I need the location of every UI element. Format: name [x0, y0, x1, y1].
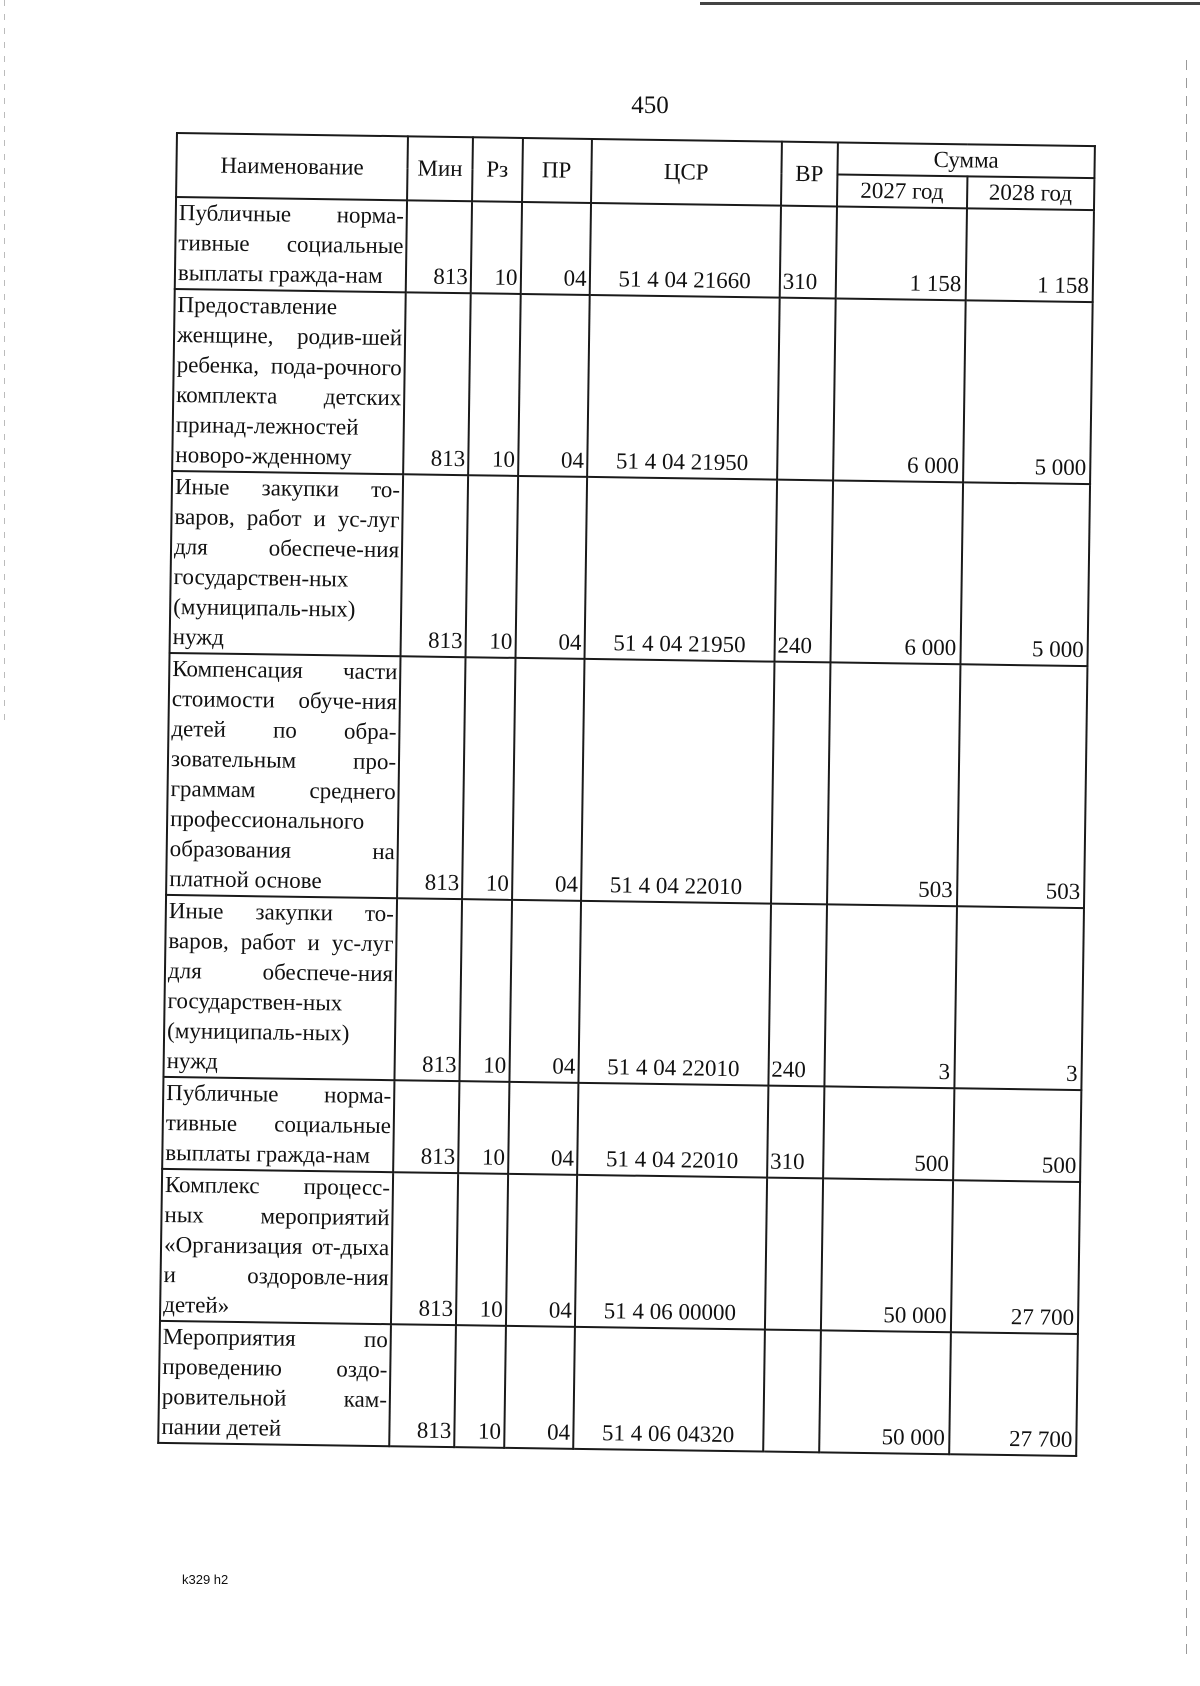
scan-right-edge	[1186, 60, 1187, 1660]
page-number: 450	[631, 92, 669, 119]
row-amount-2027: 6 000	[830, 480, 962, 664]
table-row	[170, 471, 1091, 666]
row-pr: 04	[504, 1326, 575, 1449]
row-min: 813	[406, 200, 472, 293]
row-csr: 51 4 04 21660	[589, 203, 780, 298]
table-row	[162, 1077, 1081, 1182]
row-rz: 10	[465, 475, 517, 658]
row-rz: 10	[471, 201, 522, 294]
row-amount-2027: 6 000	[833, 298, 965, 482]
row-csr: 51 4 04 21950	[584, 477, 777, 662]
header-name: Наименование	[176, 133, 408, 200]
row-amount-2027: 50 000	[819, 1330, 950, 1454]
row-min: 813	[403, 292, 470, 475]
row-name: Иные закупки то-варов, работ и ус-луг для обеспече-ния государствен-ных (муниципаль-ных) нужд	[170, 471, 404, 656]
table-row	[160, 1169, 1080, 1334]
row-vr: 240	[774, 480, 833, 663]
row-name: Комплекс процесс-ных мероприятий «Организация от-дыха и оздоровле-ния детей»	[160, 1169, 393, 1324]
header-sum: Сумма	[837, 142, 1095, 178]
row-csr: 51 4 04 21950	[587, 295, 780, 480]
footer-code: k329 h2	[182, 1572, 229, 1587]
table-row	[166, 653, 1087, 908]
row-rz: 10	[454, 1325, 505, 1448]
row-rz: 10	[462, 657, 515, 900]
row-vr	[765, 1178, 823, 1331]
header-rz: Рз	[472, 137, 523, 202]
row-vr: 240	[768, 904, 827, 1087]
row-pr: 04	[515, 476, 587, 659]
header-2027: 2027 год	[837, 174, 967, 208]
table-row	[172, 289, 1093, 484]
row-amount-2028: 500	[953, 1088, 1082, 1182]
row-vr: 310	[779, 206, 836, 299]
row-min: 813	[389, 1324, 456, 1447]
row-amount-2028: 5 000	[960, 482, 1090, 666]
row-amount-2028: 27 700	[950, 1180, 1080, 1334]
row-amount-2027: 500	[823, 1086, 954, 1180]
row-csr: 51 4 04 22010	[577, 1083, 768, 1178]
row-min: 813	[395, 898, 462, 1081]
row-pr: 04	[512, 658, 585, 901]
row-amount-2028: 503	[956, 664, 1087, 908]
header-min: Мин	[407, 136, 473, 201]
row-vr	[771, 662, 831, 905]
row-name: Публичные норма-тивные социальные выплаты гражда-нам	[175, 197, 407, 292]
row-pr: 04	[518, 294, 590, 477]
header-csr: ЦСР	[591, 139, 782, 206]
row-amount-2027: 1 158	[836, 206, 967, 300]
table-row	[158, 1321, 1078, 1456]
row-amount-2027: 503	[827, 662, 960, 906]
row-csr: 51 4 04 22010	[578, 901, 771, 1086]
row-amount-2027: 50 000	[821, 1178, 953, 1332]
row-csr: 51 4 06 00000	[575, 1175, 767, 1330]
row-amount-2028: 5 000	[963, 300, 1093, 484]
table-row	[175, 197, 1094, 302]
row-rz: 10	[459, 899, 511, 1082]
header-row-1	[177, 133, 1095, 178]
header-2028: 2028 год	[966, 176, 1094, 210]
row-amount-2028: 3	[954, 906, 1084, 1090]
row-csr: 51 4 04 22010	[581, 659, 775, 904]
budget-table-wrapper	[157, 132, 1096, 1457]
row-name: Предоставление женщине, родив-шей ребенка, пода-рочного комплекта детских принад-лежностей новоро-жденному	[172, 289, 406, 474]
scan-left-edge	[4, 0, 5, 720]
header-vr: ВР	[781, 142, 838, 207]
row-rz: 10	[458, 1081, 509, 1174]
row-pr: 04	[520, 202, 590, 295]
row-rz: 10	[456, 1173, 508, 1326]
table-row	[163, 895, 1084, 1090]
row-pr: 04	[508, 1082, 578, 1175]
budget-table	[157, 132, 1096, 1457]
row-pr: 04	[509, 900, 581, 1083]
row-amount-2028: 1 158	[965, 208, 1094, 302]
row-rz: 10	[468, 293, 520, 476]
row-vr	[763, 1330, 821, 1453]
row-name: Мероприятия по проведению оздо-ровительной кам-пании детей	[158, 1321, 391, 1446]
row-name: Компенсация части стоимости обуче-ния детей по обра-зовательным про-граммам среднего профессионального образования на платной основе	[166, 653, 401, 898]
row-pr: 04	[506, 1174, 577, 1327]
row-amount-2027: 3	[824, 904, 956, 1088]
row-min: 813	[401, 474, 468, 657]
row-name: Публичные норма-тивные социальные выплаты гражда-нам	[162, 1077, 394, 1172]
row-vr	[777, 298, 836, 481]
row-min: 813	[391, 1172, 458, 1325]
row-csr: 51 4 06 04320	[573, 1327, 765, 1452]
row-vr: 310	[767, 1086, 824, 1179]
scan-top-edge	[700, 2, 1200, 5]
header-pr: ПР	[522, 138, 592, 203]
row-min: 813	[397, 656, 465, 899]
row-min: 813	[393, 1080, 459, 1173]
row-amount-2028: 27 700	[949, 1332, 1078, 1456]
row-name: Иные закупки то-варов, работ и ус-луг для обеспече-ния государствен-ных (муниципаль-ных) нужд	[163, 895, 397, 1080]
